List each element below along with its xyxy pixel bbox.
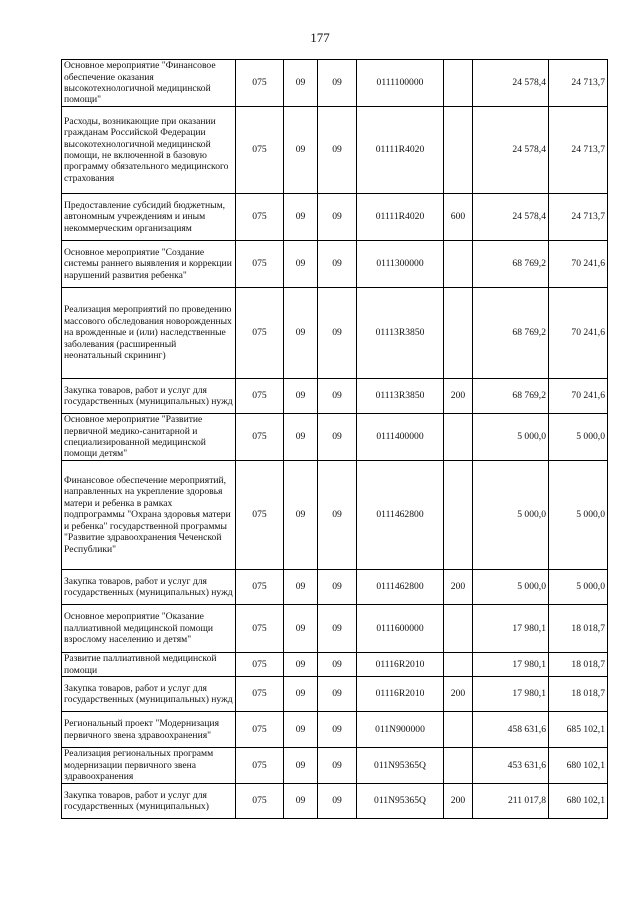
cell-name: Реализация региональных программ модернизации первичного звена здравоохранения xyxy=(62,748,236,784)
cell-section: 09 xyxy=(284,288,318,379)
cell-target: 01116R2010 xyxy=(357,677,444,712)
cell-expense: 200 xyxy=(444,570,473,605)
cell-expense xyxy=(444,748,473,784)
cell-ministry: 075 xyxy=(236,677,284,712)
cell-amount1: 17 980,1 xyxy=(473,653,549,677)
cell-section: 09 xyxy=(284,194,318,241)
cell-target: 01111R4020 xyxy=(357,194,444,241)
cell-ministry: 075 xyxy=(236,194,284,241)
table-row xyxy=(62,784,608,819)
table-row xyxy=(62,194,608,241)
cell-target: 01116R2010 xyxy=(357,653,444,677)
cell-amount1: 5 000,0 xyxy=(473,414,549,461)
cell-ministry: 075 xyxy=(236,288,284,379)
cell-amount2: 685 102,1 xyxy=(549,712,608,748)
cell-subsection: 09 xyxy=(318,605,357,653)
cell-section: 09 xyxy=(284,712,318,748)
cell-amount1: 68 769,2 xyxy=(473,379,549,414)
cell-section: 09 xyxy=(284,570,318,605)
cell-amount2: 70 241,6 xyxy=(549,379,608,414)
cell-amount1: 17 980,1 xyxy=(473,605,549,653)
cell-subsection: 09 xyxy=(318,784,357,819)
cell-expense xyxy=(444,712,473,748)
cell-name: Развитие паллиативной медицинской помощи xyxy=(62,653,236,677)
cell-target: 0111400000 xyxy=(357,414,444,461)
cell-section: 09 xyxy=(284,461,318,570)
cell-expense: 200 xyxy=(444,379,473,414)
cell-subsection: 09 xyxy=(318,379,357,414)
cell-expense xyxy=(444,60,473,107)
cell-section: 09 xyxy=(284,748,318,784)
cell-amount1: 5 000,0 xyxy=(473,570,549,605)
cell-ministry: 075 xyxy=(236,784,284,819)
table-row xyxy=(62,461,608,570)
table-row xyxy=(62,414,608,461)
cell-ministry: 075 xyxy=(236,60,284,107)
page-number: 177 xyxy=(310,30,330,45)
cell-amount1: 68 769,2 xyxy=(473,288,549,379)
cell-name: Основное мероприятие "Финансовое обеспечение оказания высокотехнологичной медицинской помощи" xyxy=(62,60,236,107)
cell-amount2: 18 018,7 xyxy=(549,605,608,653)
table-row xyxy=(62,748,608,784)
cell-ministry: 075 xyxy=(236,107,284,194)
cell-section: 09 xyxy=(284,653,318,677)
table-row xyxy=(62,570,608,605)
cell-subsection: 09 xyxy=(318,241,357,288)
cell-amount2: 5 000,0 xyxy=(549,414,608,461)
cell-ministry: 075 xyxy=(236,748,284,784)
cell-section: 09 xyxy=(284,241,318,288)
cell-ministry: 075 xyxy=(236,414,284,461)
cell-ministry: 075 xyxy=(236,570,284,605)
cell-ministry: 075 xyxy=(236,605,284,653)
table-row xyxy=(62,241,608,288)
cell-subsection: 09 xyxy=(318,414,357,461)
cell-target: 011N95365Q xyxy=(357,748,444,784)
cell-ministry: 075 xyxy=(236,461,284,570)
cell-target: 0111462800 xyxy=(357,461,444,570)
cell-amount1: 5 000,0 xyxy=(473,461,549,570)
cell-name: Закупка товаров, работ и услуг для государственных (муниципальных) нужд xyxy=(62,677,236,712)
cell-amount2: 18 018,7 xyxy=(549,677,608,712)
cell-amount2: 24 713,7 xyxy=(549,194,608,241)
cell-target: 0111100000 xyxy=(357,60,444,107)
cell-amount2: 5 000,0 xyxy=(549,461,608,570)
cell-subsection: 09 xyxy=(318,194,357,241)
cell-expense: 200 xyxy=(444,677,473,712)
cell-subsection: 09 xyxy=(318,288,357,379)
cell-expense xyxy=(444,605,473,653)
cell-ministry: 075 xyxy=(236,712,284,748)
table-row xyxy=(62,60,608,107)
cell-amount2: 680 102,1 xyxy=(549,748,608,784)
cell-ministry: 075 xyxy=(236,241,284,288)
cell-amount2: 680 102,1 xyxy=(549,784,608,819)
cell-amount1: 24 578,4 xyxy=(473,60,549,107)
table-row xyxy=(62,605,608,653)
cell-amount1: 68 769,2 xyxy=(473,241,549,288)
cell-name: Реализация мероприятий по проведению массового обследования новорожденных на врожденные и (или) наследственные заболевания (расширенный неонатальный скрининг) xyxy=(62,288,236,379)
cell-ministry: 075 xyxy=(236,379,284,414)
cell-amount2: 70 241,6 xyxy=(549,288,608,379)
cell-ministry: 075 xyxy=(236,653,284,677)
cell-name: Основное мероприятие "Создание системы раннего выявления и коррекции нарушений развития ребенка" xyxy=(62,241,236,288)
cell-subsection: 09 xyxy=(318,653,357,677)
cell-target: 0111600000 xyxy=(357,605,444,653)
cell-expense xyxy=(444,653,473,677)
cell-target: 0111300000 xyxy=(357,241,444,288)
table-row xyxy=(62,653,608,677)
cell-amount1: 24 578,4 xyxy=(473,194,549,241)
cell-name: Основное мероприятие "Развитие первичной медико-санитарной и специализированной медицинской помощи детям" xyxy=(62,414,236,461)
cell-subsection: 09 xyxy=(318,712,357,748)
cell-amount2: 70 241,6 xyxy=(549,241,608,288)
cell-expense: 600 xyxy=(444,194,473,241)
budget-table xyxy=(61,59,608,819)
table-row xyxy=(62,288,608,379)
table-row xyxy=(62,379,608,414)
cell-name: Предоставление субсидий бюджетным, автономным учреждениям и иным некоммерческим организациям xyxy=(62,194,236,241)
cell-section: 09 xyxy=(284,605,318,653)
cell-subsection: 09 xyxy=(318,748,357,784)
cell-expense xyxy=(444,288,473,379)
cell-target: 0111462800 xyxy=(357,570,444,605)
cell-amount1: 458 631,6 xyxy=(473,712,549,748)
cell-subsection: 09 xyxy=(318,677,357,712)
cell-amount2: 24 713,7 xyxy=(549,107,608,194)
cell-section: 09 xyxy=(284,107,318,194)
cell-name: Региональный проект "Модернизация первичного звена здравоохранения" xyxy=(62,712,236,748)
cell-subsection: 09 xyxy=(318,461,357,570)
cell-target: 011N95365Q xyxy=(357,784,444,819)
cell-amount1: 453 631,6 xyxy=(473,748,549,784)
cell-section: 09 xyxy=(284,677,318,712)
cell-amount2: 5 000,0 xyxy=(549,570,608,605)
table-row xyxy=(62,107,608,194)
cell-section: 09 xyxy=(284,414,318,461)
cell-subsection: 09 xyxy=(318,570,357,605)
cell-name: Закупка товаров, работ и услуг для государственных (муниципальных) xyxy=(62,784,236,819)
cell-amount1: 17 980,1 xyxy=(473,677,549,712)
cell-target: 011N900000 xyxy=(357,712,444,748)
cell-expense xyxy=(444,414,473,461)
cell-amount2: 24 713,7 xyxy=(549,60,608,107)
cell-expense xyxy=(444,461,473,570)
cell-section: 09 xyxy=(284,60,318,107)
cell-target: 01113R3850 xyxy=(357,288,444,379)
cell-amount1: 211 017,8 xyxy=(473,784,549,819)
cell-expense xyxy=(444,107,473,194)
cell-subsection: 09 xyxy=(318,60,357,107)
cell-name: Закупка товаров, работ и услуг для государственных (муниципальных) нужд xyxy=(62,570,236,605)
cell-amount2: 18 018,7 xyxy=(549,653,608,677)
cell-expense xyxy=(444,241,473,288)
cell-subsection: 09 xyxy=(318,107,357,194)
table-row xyxy=(62,677,608,712)
cell-name: Закупка товаров, работ и услуг для государственных (муниципальных) нужд xyxy=(62,379,236,414)
cell-name: Финансовое обеспечение мероприятий, направленных на укрепление здоровья матери и ребенка в рамках подпрограммы "Охрана здоровья матери и ребенка" государственной программы "Развитие здравоохранения Чеченской Республики" xyxy=(62,461,236,570)
cell-expense: 200 xyxy=(444,784,473,819)
cell-name: Основное мероприятие "Оказание паллиативной медицинской помощи взрослому населению и детям" xyxy=(62,605,236,653)
cell-amount1: 24 578,4 xyxy=(473,107,549,194)
cell-target: 01113R3850 xyxy=(357,379,444,414)
cell-target: 01111R4020 xyxy=(357,107,444,194)
cell-section: 09 xyxy=(284,784,318,819)
table-row xyxy=(62,712,608,748)
cell-section: 09 xyxy=(284,379,318,414)
cell-name: Расходы, возникающие при оказании гражданам Российской Федерации высокотехнологичной медицинской помощи, не включенной в базовую программу обязательного медицинского страхования xyxy=(62,107,236,194)
